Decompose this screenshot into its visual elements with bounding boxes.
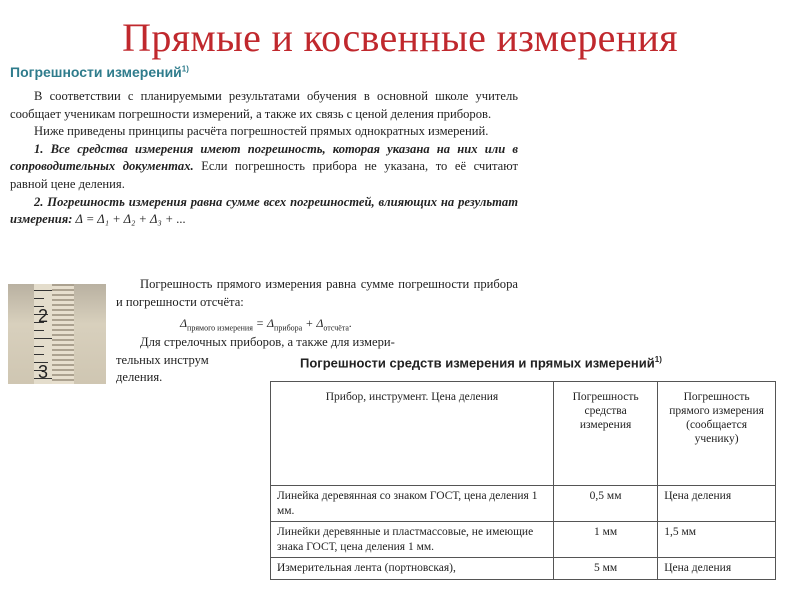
paragraph-6-line-3: деления. xyxy=(116,370,163,385)
table-cell-instrument-error: 5 мм xyxy=(553,558,657,580)
ruler-tick xyxy=(34,338,52,339)
ruler-tick xyxy=(34,298,44,299)
header-measurement-error: Погрешность прямого измерения (сообщается ученику) xyxy=(658,382,776,486)
body-text xyxy=(10,88,518,229)
measurement-errors-table xyxy=(270,381,776,580)
paragraph-6-line-2: тельных инструм xyxy=(116,352,209,367)
table-cell-device: Измерительная лента (портновская), xyxy=(271,558,554,580)
table-cell-instrument-error: 1 мм xyxy=(553,522,657,558)
section-heading xyxy=(10,64,189,80)
formula-plus: + Δ xyxy=(302,316,324,330)
table-row xyxy=(271,522,776,558)
ruler-number-3: 3 xyxy=(38,362,49,382)
paragraph-2: Ниже приведены принципы расчёта погрешностей прямых однократных измерений. xyxy=(34,124,489,139)
table-title xyxy=(300,355,662,370)
paragraph-5-box xyxy=(116,276,518,311)
table-cell-measurement-error: Цена деления xyxy=(658,486,776,522)
table-title-text: Погрешности средств измерения и прямых измерений xyxy=(300,355,655,371)
table-cell-measurement-error: Цена деления xyxy=(658,558,776,580)
formula-sub-device: прибора xyxy=(274,323,303,333)
header-device: Прибор, инструмент. Цена деления xyxy=(271,382,554,486)
formula-sub-reading: отсчёта xyxy=(323,323,349,333)
table-cell-instrument-error: 0,5 мм xyxy=(553,486,657,522)
table-cell-device: Линейка деревянная со знаком ГОСТ, цена деления 1 мм. xyxy=(271,486,554,522)
ruler-number-2: 2 xyxy=(38,306,49,326)
paragraph-1: В соответствии с планируемыми результатами обучения в основной школе учитель сообщает ученикам погрешности измерений, а также их связь с ценой деления приборов. xyxy=(10,89,518,121)
ruler-tick xyxy=(34,290,52,291)
paragraph-3 xyxy=(10,141,518,194)
principle-1-text: 1. Все средства измерения имеют погрешность, которая указана на них или в сопроводительных документах. xyxy=(10,141,518,174)
table-cell-device: Линейки деревянные и пластмассовые, не имеющие знака ГОСТ, цена деления 1 мм. xyxy=(271,522,554,558)
ruler-tick xyxy=(34,354,44,355)
principle-1-rest: Если погрешность прибора не указана, то её считают равной цене деления. xyxy=(10,159,518,191)
table-row xyxy=(271,558,776,580)
ruler-coil xyxy=(52,284,74,384)
table-row xyxy=(271,486,776,522)
direct-measurement-formula xyxy=(180,316,352,332)
footnote-mark: 1) xyxy=(181,64,189,74)
formula-sub-direct: прямого измерения xyxy=(187,323,253,333)
formula-delta: Δ xyxy=(180,316,188,330)
ruler-tick xyxy=(34,346,44,347)
header-instrument-error: Погрешность средства измерения xyxy=(553,382,657,486)
slide-title: Прямые и косвенные измерения xyxy=(122,15,678,60)
principle-2-text: 2. Погрешность измерения равна сумме всех погрешностей, влияющих на результат измерения: xyxy=(10,194,518,227)
formula-end: . xyxy=(348,316,352,330)
table-footnote-mark: 1) xyxy=(654,355,662,364)
paragraph-6-line-1: Для стрелочных приборов, а также для измери- xyxy=(140,335,395,349)
section-heading-text: Погрешности измерений xyxy=(10,64,182,80)
table-cell-measurement-error: 1,5 мм xyxy=(658,522,776,558)
paragraph-4 xyxy=(10,194,518,229)
ruler-tick xyxy=(34,330,44,331)
ruler-photo xyxy=(8,284,106,384)
sum-formula: Δ = Δ₁ + Δ₂ + Δ₃ + ... xyxy=(72,212,186,227)
formula-eq: = Δ xyxy=(252,316,275,330)
table-header-row xyxy=(271,382,776,486)
paragraph-5: Погрешность прямого измерения равна сумме погрешности прибора и погрешности отсчёта: xyxy=(116,277,518,309)
